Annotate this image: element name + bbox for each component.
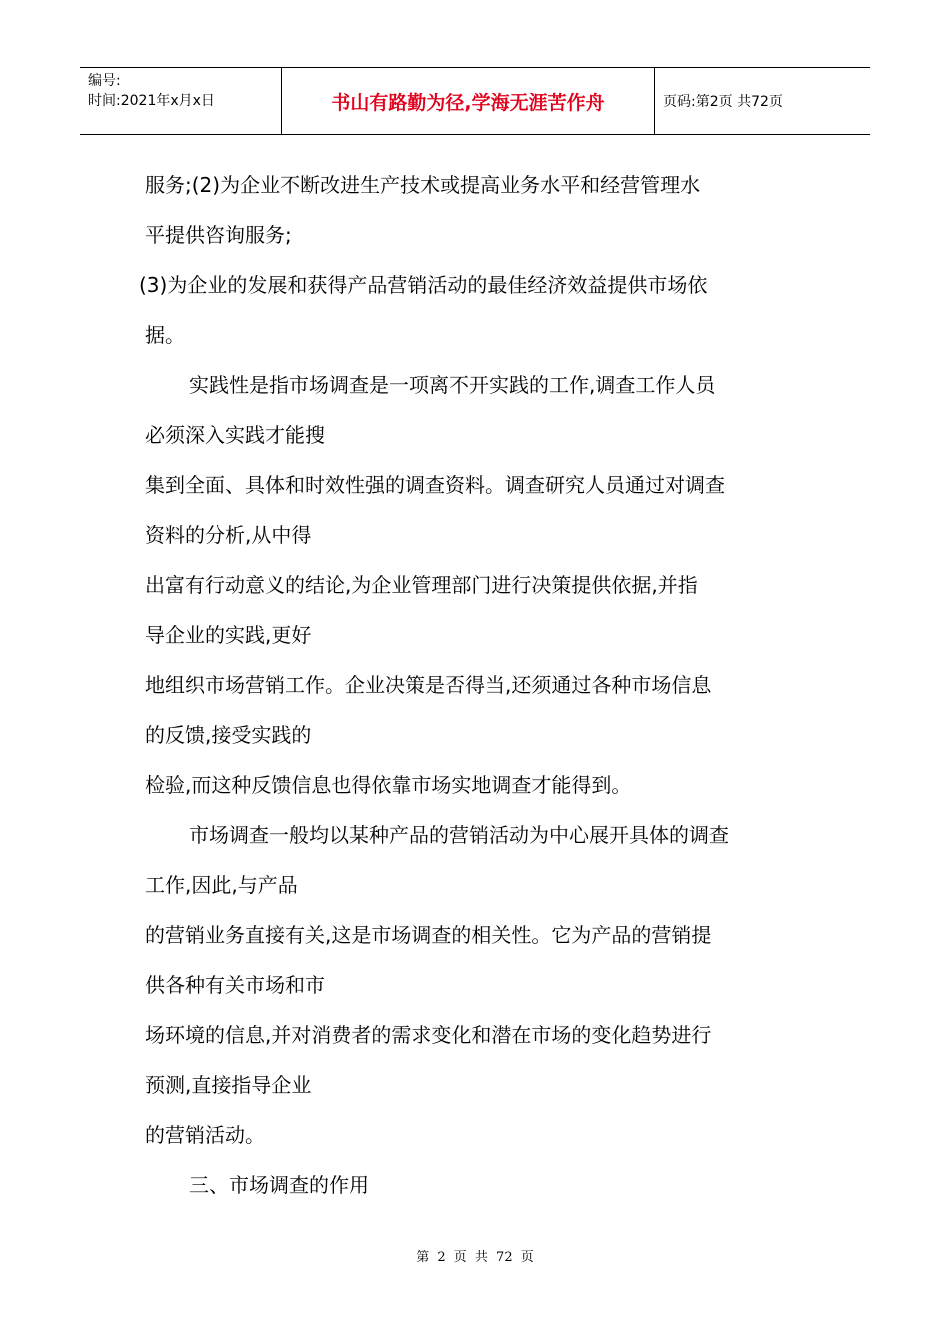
body-line: 的营销活动。 — [145, 1123, 265, 1147]
body-line: 资料的分析,从中得 — [145, 523, 312, 547]
document-time-label: 时间:2021年x月x日 — [88, 93, 215, 109]
body-line: 工作,因此,与产品 — [145, 873, 298, 897]
body-line: 出富有行动意义的结论,为企业管理部门进行决策提供依据,并指 — [145, 573, 698, 597]
paragraph-start: 市场调查一般均以某种产品的营销活动为中心展开具体的调查 — [189, 823, 729, 847]
body-line: 必须深入实践才能搜 — [145, 423, 325, 447]
body-line: 地组织市场营销工作。企业决策是否得当,还须通过各种市场信息 — [145, 673, 712, 697]
body-line: 场环境的信息,并对消费者的需求变化和潜在市场的变化趋势进行 — [145, 1023, 712, 1047]
document-body — [139, 160, 815, 1210]
body-line: 集到全面、具体和时效性强的调查资料。调查研究人员通过对调查 — [145, 473, 725, 497]
body-line: 预测,直接指导企业 — [145, 1073, 312, 1097]
document-code-label: 编号: — [88, 73, 121, 89]
body-line: 服务;(2)为企业不断改进生产技术或提高业务水平和经营管理水 — [145, 173, 701, 197]
body-line: 检验,而这种反馈信息也得依靠市场实地调查才能得到。 — [145, 773, 632, 797]
header-motto: 书山有路勤为径,学海无涯苦作舟 — [282, 68, 655, 134]
body-line: 供各种有关市场和市 — [145, 973, 325, 997]
header-meta-cell — [80, 68, 282, 134]
paragraph-start: 实践性是指市场调查是一项离不开实践的工作,调查工作人员 — [189, 373, 716, 397]
body-line: 的反馈,接受实践的 — [145, 723, 312, 747]
body-line: 据。 — [145, 323, 185, 347]
body-line: 的营销业务直接有关,这是市场调查的相关性。它为产品的营销提 — [145, 923, 712, 947]
body-line: (3)为企业的发展和获得产品营销活动的最佳经济效益提供市场依 — [139, 273, 708, 297]
body-line: 导企业的实践,更好 — [145, 623, 312, 647]
body-line: 平提供咨询服务; — [145, 223, 292, 247]
section-heading: 三、市场调查的作用 — [189, 1173, 369, 1197]
page-footer: 第 2 页 共 72 页 — [416, 1250, 534, 1265]
header-page-info: 页码:第2页 共72页 — [663, 94, 783, 110]
page-header — [80, 67, 870, 135]
